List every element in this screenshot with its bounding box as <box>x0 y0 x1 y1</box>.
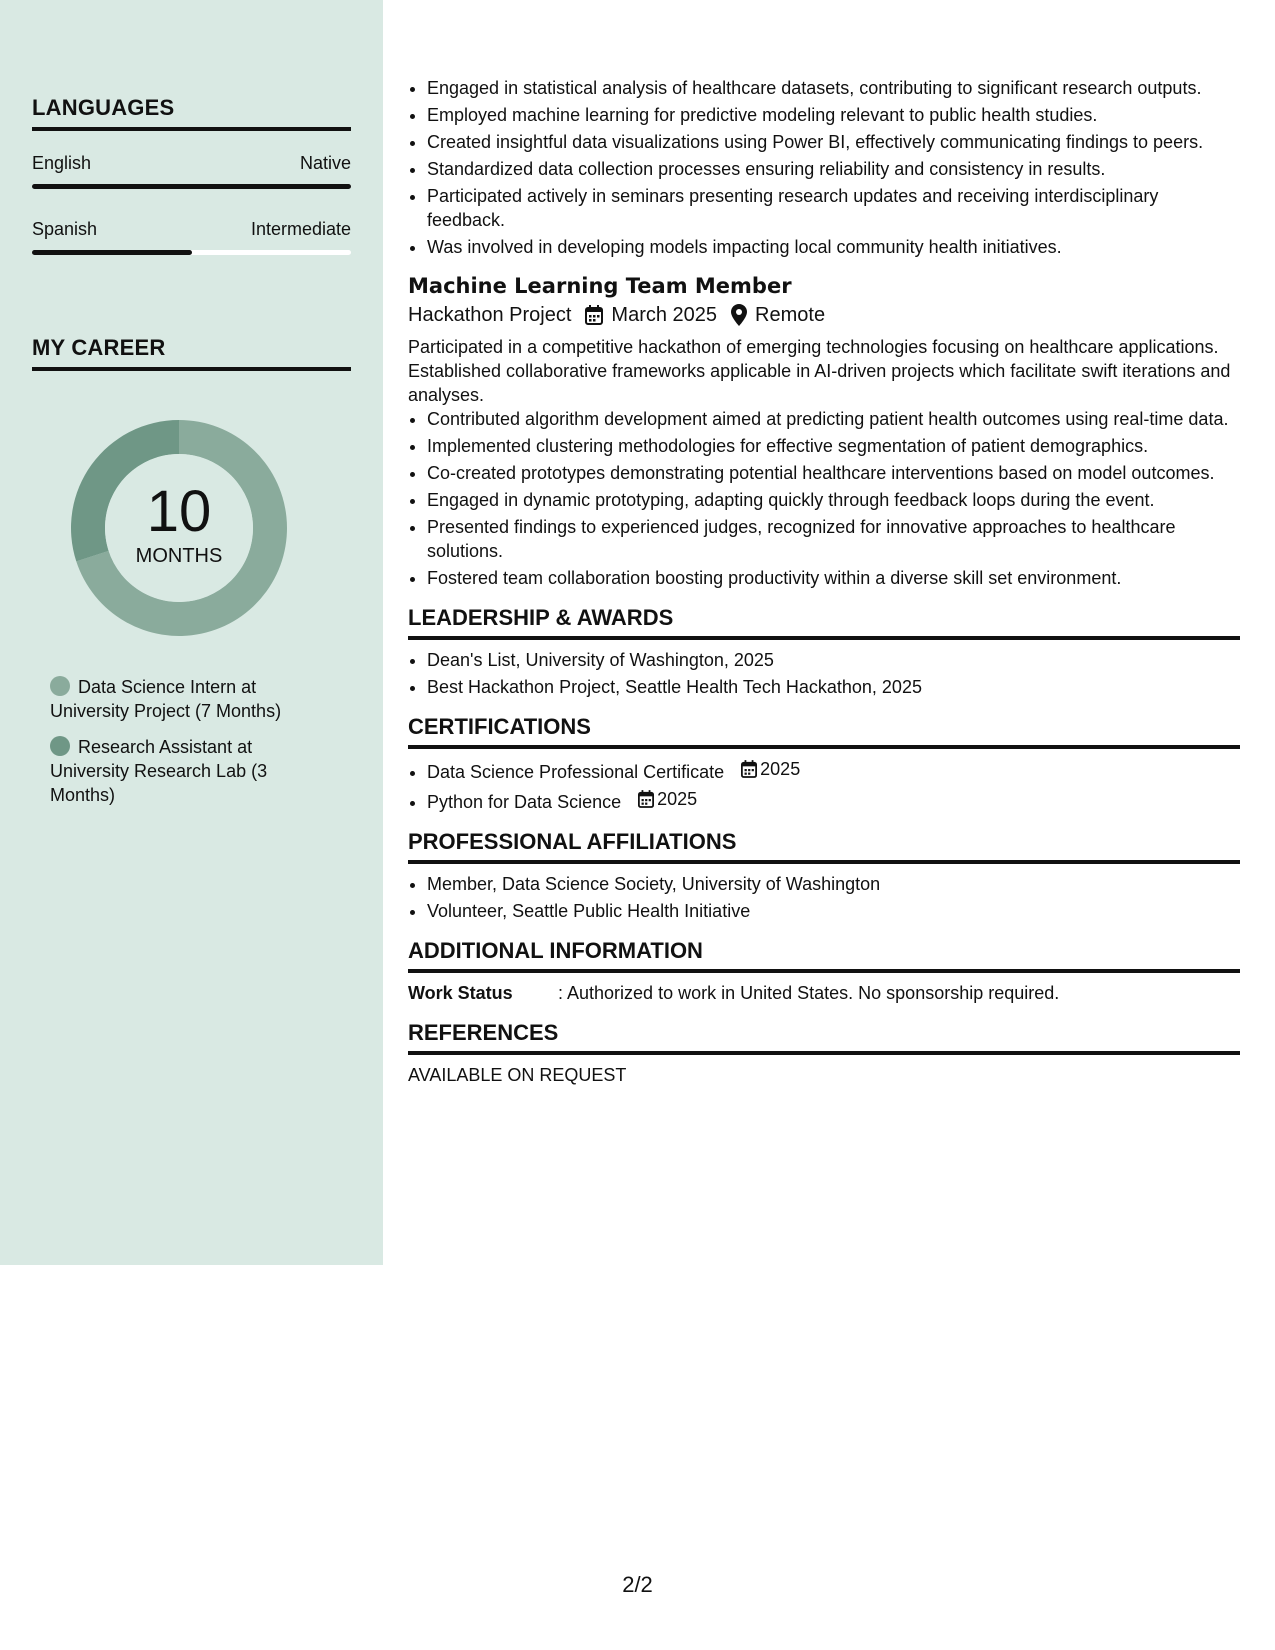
job-title: Machine Learning Team Member <box>408 274 792 298</box>
language-bar <box>32 184 351 189</box>
affiliations-title: PROFESSIONAL AFFILIATIONS <box>408 830 1240 864</box>
affiliations-list <box>408 872 1240 923</box>
list-item: • Presented findings to experienced judges, recognized for innovative approaches to healthcare solutions. <box>427 515 1240 563</box>
language-item <box>32 219 351 255</box>
list-item: • Standardized data collection processes ensuring reliability and consistency in results. <box>427 157 1240 181</box>
legend-dot <box>50 736 70 756</box>
legend-label: Data Science Intern at University Project (7 Months) <box>50 677 282 721</box>
cert-name: Data Science Professional Certificate <box>427 762 725 782</box>
list-item: • Best Hackathon Project, Seattle Health Tech Hackathon, 2025 <box>427 675 1240 699</box>
certifications-list <box>408 757 1240 814</box>
list-item: • Engaged in statistical analysis of healthcare datasets, contributing to significant research outputs. <box>427 76 1240 100</box>
list-item: • Created insightful data visualizations using Power BI, effectively communicating findings to peers. <box>427 130 1240 154</box>
legend-item <box>50 675 310 723</box>
legend-label: Research Assistant at University Research Lab (3 Months) <box>50 737 268 805</box>
cert-year: 2025 <box>657 789 698 809</box>
work-status-row <box>408 981 1240 1005</box>
list-item: • Engaged in dynamic prototyping, adapting quickly through feedback loops during the event. <box>427 488 1240 512</box>
sidebar <box>0 0 383 1265</box>
job-description: Participated in a competitive hackathon of emerging technologies focusing on healthcare applications. Established collaborative frameworks applicable in AI-driven projects which facilitate swift iterations and analyses. <box>408 337 1231 405</box>
cert-year: 2025 <box>760 759 801 779</box>
list-item <box>427 787 1240 814</box>
main-content <box>408 76 1240 1087</box>
languages-title: LANGUAGES <box>32 95 351 131</box>
list-item: • Implemented clustering methodologies for effective segmentation of patient demographics. <box>427 434 1240 458</box>
references-title: REFERENCES <box>408 1021 1240 1055</box>
calendar-icon <box>741 760 757 778</box>
calendar-icon <box>638 790 654 808</box>
list-item: • Co-created prototypes demonstrating potential healthcare interventions based on model outcomes. <box>427 461 1240 485</box>
job-date: March 2025 <box>611 304 718 326</box>
list-item: • Member, Data Science Society, University of Washington <box>427 872 1240 896</box>
job-meta <box>408 303 1240 327</box>
career-unit: MONTHS <box>135 544 223 567</box>
page-number: 2/2 <box>622 1572 653 1597</box>
list-item: • Dean's List, University of Washington, 2025 <box>427 648 1240 672</box>
languages-section <box>32 95 351 255</box>
list-item: • Was involved in developing models impacting local community health initiatives. <box>427 235 1240 259</box>
job-bullets <box>408 407 1240 590</box>
career-legend <box>50 675 310 819</box>
career-donut-chart <box>66 415 292 641</box>
list-item: • Contributed algorithm development aimed at predicting patient health outcomes using real-time data. <box>427 407 1240 431</box>
donut-center <box>66 415 292 641</box>
list-item: • Volunteer, Seattle Public Health Initiative <box>427 899 1240 923</box>
work-status-label: Work Status <box>408 983 513 1003</box>
additional-title: ADDITIONAL INFORMATION <box>408 939 1240 973</box>
list-item: • Participated actively in seminars presenting research updates and receiving interdisciplinary feedback. <box>427 184 1240 232</box>
list-item: • Employed machine learning for predictive modeling relevant to public health studies. <box>427 103 1240 127</box>
leadership-title: LEADERSHIP & AWARDS <box>408 606 1240 640</box>
calendar-icon <box>585 305 603 325</box>
list-item: • Fostered team collaboration boosting productivity within a diverse skill set environment. <box>427 566 1240 590</box>
career-section <box>32 335 351 371</box>
cert-date <box>638 787 697 811</box>
job-org: Hackathon Project <box>408 304 572 326</box>
references-text: AVAILABLE ON REQUEST <box>408 1065 627 1085</box>
career-title: MY CAREER <box>32 335 351 371</box>
language-item <box>32 153 351 189</box>
career-total: 10 <box>146 478 212 544</box>
map-pin-icon <box>731 304 747 326</box>
list-item <box>427 757 1240 784</box>
language-level: Native <box>299 153 351 173</box>
leadership-list <box>408 648 1240 699</box>
work-status-value: : Authorized to work in United States. No sponsorship required. <box>558 983 1060 1003</box>
language-name: English <box>32 153 92 173</box>
previous-job-bullets <box>408 76 1240 259</box>
language-bar <box>32 250 351 255</box>
certifications-title: CERTIFICATIONS <box>408 715 1240 749</box>
language-level: Intermediate <box>250 219 351 239</box>
cert-name: Python for Data Science <box>427 792 622 812</box>
job-location: Remote <box>755 304 826 326</box>
cert-date <box>741 757 800 781</box>
legend-item <box>50 735 310 807</box>
language-bar-fill <box>32 184 351 189</box>
language-bar-fill <box>32 250 192 255</box>
language-name: Spanish <box>32 219 98 239</box>
legend-dot <box>50 676 70 696</box>
